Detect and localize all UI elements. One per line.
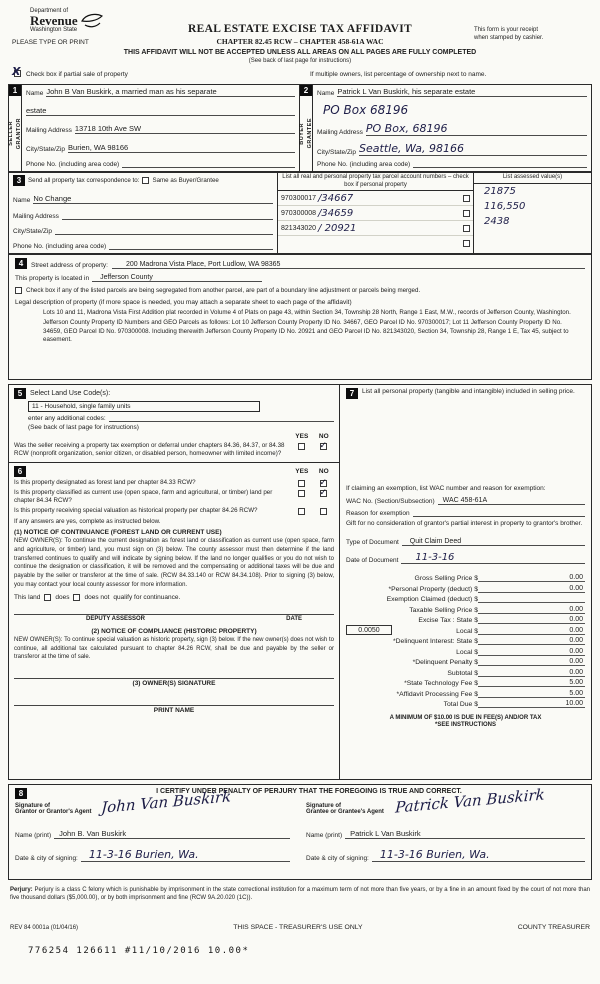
- section-3-number: 3: [13, 175, 25, 186]
- notice-continuance-body: NEW OWNER(S): To continue the current designation as forest land or classification as current use (open space, farm and agriculture, or timber) land, you must sign on (3) below. The county assessor must then determine if the land transferred continues to qualify and will indicate by signing below. If the land no longer qualifies or you do not wish to continue the designation or classification, it will be removed and the compensating or additional taxes will be due and payable by the seller or transferor at the time of sale. (RCW 84.33.140 or RCW 84.34.108). Prior to signing (3) below, you may contact your local county assessor for more information.: [14, 538, 334, 588]
- qualify-label: qualify for continuance.: [113, 594, 181, 602]
- yes-no-header-5: [290, 433, 334, 440]
- seller-name-value: John B Van Buskirk, a married man as his separate: [46, 87, 295, 97]
- corr-csz-field[interactable]: [55, 234, 273, 235]
- section-3: [8, 172, 592, 254]
- parcel-row: [278, 221, 473, 236]
- revenue-label: Revenue: [30, 13, 78, 28]
- state-technology-fee-value: 5.00: [569, 679, 583, 687]
- reason-exemption-text: Gift for no consideration of grantor's partial interest in property to grantor's brother.: [346, 520, 583, 528]
- assessed-values-col: [473, 173, 591, 253]
- parcel-id-handwritten: / 20921: [318, 222, 357, 234]
- buyer-address-value: PO Box, 68196: [366, 122, 587, 136]
- form-title: REAL ESTATE EXCISE TAX AFFIDAVIT: [188, 23, 412, 35]
- grantee-date-city-label: Date & city of signing:: [306, 855, 369, 862]
- excise-tax-state-label: Excise Tax : State $: [418, 617, 478, 625]
- grantee-date-city-value: 11-3-16 Burien, Wa.: [372, 848, 585, 862]
- total-due-field[interactable]: [478, 700, 585, 708]
- left-column: [9, 385, 340, 779]
- personal-property-deduct-label: *Personal Property (deduct) $: [388, 585, 478, 593]
- multiple-owners-note: If multiple owners, list percentage of ownership next to name.: [310, 70, 487, 78]
- receipt-note-line1: This form is your receipt: [474, 27, 539, 33]
- parcel-row: [278, 206, 473, 221]
- does-not-checkbox[interactable]: [73, 594, 80, 601]
- county-treasurer-label: COUNTY TREASURER: [517, 924, 590, 931]
- buyer-csz-label: City/State/Zip: [317, 148, 357, 156]
- type-or-print-label: PLEASE TYPE OR PRINT: [12, 39, 89, 46]
- forest-yes-checkbox[interactable]: [298, 480, 305, 487]
- dept-of-label: Department of: [30, 8, 69, 14]
- assessed-value: 2438: [484, 215, 510, 227]
- grantor-sig-label-2: Grantor or Grantor's Agent: [15, 809, 92, 815]
- parcel-geo: 821343020: [281, 224, 317, 232]
- section-1-number: 1: [9, 85, 21, 96]
- section-5: [9, 385, 339, 463]
- taxable-selling-price-value: 0.00: [569, 605, 583, 613]
- corr-address-field[interactable]: [62, 219, 273, 220]
- grantee-name-print-value: Patrick L Van Buskirk: [345, 829, 585, 839]
- seller-address-label: Mailing Address: [26, 127, 72, 134]
- section-4: [8, 254, 592, 380]
- deputy-assessor-labels: [14, 616, 334, 622]
- seller-sidecol: [9, 85, 22, 171]
- buyer-phone-field[interactable]: [413, 167, 587, 168]
- assessed-value: 21875: [484, 185, 516, 197]
- affidavit-processing-fee-value: 5.00: [569, 689, 583, 697]
- date-label: DATE: [286, 616, 302, 623]
- exemption-deferral-question: [14, 442, 334, 458]
- section-8: [8, 784, 592, 880]
- buyer-fields: [313, 85, 591, 171]
- seller-address-value: 13718 10th Ave SW: [75, 124, 295, 134]
- buyer-handwritten-po: PO Box 68196: [323, 102, 409, 117]
- type-of-document-value: Quit Claim Deed: [402, 538, 585, 546]
- corr-address-label: Mailing Address: [13, 212, 59, 220]
- exemption-claimed-label: Exemption Claimed (deduct) $: [386, 596, 478, 604]
- buyer-phone-label: Phone No. (including area code): [317, 161, 411, 168]
- seller-csz-label: City/State/Zip: [26, 145, 66, 153]
- seller-vertical-label: SELLER: [8, 121, 15, 146]
- owners-signature-line[interactable]: [14, 678, 334, 679]
- county-value: Jefferson County: [92, 274, 262, 282]
- exemption-claim-label: If claiming an exemption, list WAC number and reason for exemption:: [346, 485, 546, 492]
- date-of-document-value: 11-3-16: [401, 552, 585, 564]
- grantee-signature[interactable]: Patrick Van Buskirk: [394, 785, 546, 817]
- current-use-yes-checkbox[interactable]: [298, 490, 305, 497]
- grantor-name-print-value: John B. Van Buskirk: [54, 829, 290, 839]
- yes-header: YES: [295, 433, 309, 440]
- warning-line: THIS AFFIDAVIT WILL NOT BE ACCEPTED UNLESS ALL AREAS ON ALL PAGES ARE FULLY COMPLETED: [123, 49, 477, 56]
- see-back-note: (See back of last page for instructions): [28, 424, 139, 431]
- historic-yes-checkbox[interactable]: [298, 508, 305, 515]
- deputy-assessor-label: DEPUTY ASSESSOR: [86, 616, 146, 623]
- section-8-number: 8: [15, 788, 27, 799]
- delinquent-interest-state-field[interactable]: [478, 637, 585, 645]
- street-address-label: Street address of property:: [31, 262, 108, 269]
- yes-no-header-6: [290, 468, 334, 475]
- personal-property-checkbox-4[interactable]: [463, 240, 470, 247]
- deputy-assessor-line[interactable]: [14, 614, 334, 615]
- perjury-notice: [10, 886, 590, 903]
- delinquent-penalty-value: 0.00: [569, 658, 583, 666]
- buyer-name-label: Name: [317, 90, 335, 97]
- grantor-date-city-value: 11-3-16 Burien, Wa.: [81, 848, 290, 862]
- perjury-label: Perjury:: [10, 887, 33, 893]
- does-checkbox[interactable]: [44, 594, 51, 601]
- personal-property-label: List all personal property (tangible and intangible) included in selling price.: [362, 388, 575, 395]
- located-in-label: This property is located in: [15, 275, 90, 282]
- tax-computation: [346, 572, 585, 709]
- land-use-code-box[interactable]: 11 - Household, single family units: [28, 401, 260, 412]
- segregated-checkbox[interactable]: [15, 287, 22, 294]
- print-name-line[interactable]: [14, 705, 334, 706]
- parties-row: [8, 84, 592, 172]
- total-due-label: Total Due $: [443, 701, 478, 709]
- partial-sale-label: Check box if partial sale of property: [26, 70, 128, 78]
- forest-land-text: Is this property designated as forest land per chapter 84.33 RCW?: [14, 479, 196, 487]
- does-not-label: does not: [84, 594, 110, 602]
- grantee-sig-label-2: Grantee or Grantee's Agent: [306, 809, 384, 815]
- grantor-signature-block: [15, 787, 300, 862]
- excise-tax-state-field[interactable]: [478, 616, 585, 624]
- current-use-text: Is this property classified as current use (open space, farm and agricultural, or timber) land per chapter 84.34 RCW?: [14, 489, 273, 505]
- subtotal-field[interactable]: [478, 669, 585, 677]
- footer-line: [10, 924, 590, 931]
- assessed-value: 116,550: [484, 200, 526, 212]
- seller-phone-label: Phone No. (including area code): [26, 161, 120, 168]
- seller-side-labels: [8, 96, 21, 171]
- grantor-sig-label-1: Signature of: [15, 803, 51, 809]
- exemption-claimed-field[interactable]: [478, 602, 585, 603]
- delinquent-interest-local-field[interactable]: [478, 648, 585, 656]
- receipt-note: [474, 27, 570, 43]
- delinquent-interest-state-label: *Delinquent Interest: State $: [392, 638, 478, 646]
- grantee-vertical-label: GRANTEE: [306, 118, 313, 149]
- parcel-geo: 970300017: [281, 194, 317, 202]
- exemption-deferral-text: Was the seller receiving a property tax exemption or deferral under chapters 84.36, 84.37, or 84.38 RCW (nonprofit organization, senior citizen, or disabled person, homeowner with limited income)?: [14, 442, 285, 458]
- seller-fields: [22, 85, 299, 171]
- personal-property-deduct-field[interactable]: [478, 585, 585, 593]
- total-due-value: 10.00: [565, 700, 583, 708]
- personal-property-deduct-value: 0.00: [569, 584, 583, 592]
- buyer-side-labels: [299, 96, 312, 171]
- excise-tax-state-value: 0.00: [569, 616, 583, 624]
- warning-sub: (See back of last page for instructions): [248, 58, 352, 64]
- delinquent-interest-local-value: 0.00: [569, 647, 583, 655]
- reason-exemption-label: Reason for exemption: [346, 510, 410, 518]
- personal-property-checkbox-3[interactable]: [463, 225, 470, 232]
- type-of-document-label: Type of Document: [346, 538, 399, 546]
- parcel-row: [278, 191, 473, 206]
- does-label: does: [55, 594, 70, 602]
- buyer-name-value: Patrick L Van Buskirk, his separate estate: [337, 87, 587, 97]
- owners-signature-label: (3) OWNER(S) SIGNATURE: [132, 679, 216, 687]
- grantee-sig-label-1: Signature of: [306, 803, 342, 809]
- taxable-selling-price-label: Taxable Selling Price $: [409, 606, 478, 614]
- assessed-values-header: List assessed value(s): [474, 173, 591, 184]
- additional-codes-label: enter any additional codes:: [28, 415, 106, 422]
- local-tax-field[interactable]: [478, 627, 585, 635]
- subtotal-value: 0.00: [569, 668, 583, 676]
- notice-compliance-body: NEW OWNER(S): To continue special valuation as historic property, sign (3) below. If the new owner(s) does not wish to continue, all additional tax calculated pursuant to chapter 84.26 RCW, shall be due and payable by the seller or transferor at the time of sale.: [14, 637, 334, 661]
- exemption-no-checkbox[interactable]: [320, 443, 327, 450]
- seller-name-value-line2: estate: [26, 106, 295, 116]
- seller-name-label: Name: [26, 90, 44, 97]
- forest-land-question: [14, 479, 334, 487]
- perjury-text: Perjury is a class C felony which is punishable by imprisonment in the state correctional institution for a maximum term of not more than five years, or by a fine in an amount fixed by the court of not more than five thousand dollars ($5,000.00), or by both imprisonment and fine (RCW 9A.20.020 (1C)).: [10, 887, 590, 902]
- gross-selling-price-field[interactable]: [478, 574, 585, 582]
- section-4-number: 4: [15, 258, 27, 269]
- parcel-numbers-header: List all real and personal property tax parcel account numbers – check box if personal property: [278, 173, 473, 191]
- partial-sale-checkbox[interactable]: [12, 65, 22, 78]
- gross-selling-price-value: 0.00: [569, 574, 583, 582]
- see-instructions-note: *SEE INSTRUCTIONS: [434, 722, 496, 729]
- notice-continuance-title: (1) NOTICE OF CONTINUANCE (FOREST LAND OR CURRENT USE): [14, 529, 222, 537]
- section-2-buyer: [299, 84, 592, 172]
- section-1-seller: [8, 84, 300, 172]
- parcel-geo: 970300008: [281, 209, 317, 217]
- grantee-name-print-label: Name (print): [306, 832, 343, 839]
- taxable-selling-price-field[interactable]: [478, 606, 585, 614]
- grantor-date-city-label: Date & city of signing:: [15, 855, 78, 862]
- main-columns: [8, 384, 592, 780]
- section-2-number: 2: [300, 85, 312, 96]
- corr-phone-label: Phone No. (including area code): [13, 243, 107, 250]
- parcel-row-empty: [278, 236, 473, 251]
- grantor-signature[interactable]: John Van Buskirk: [100, 787, 232, 817]
- buyer-vertical-label: BUYER: [299, 122, 306, 145]
- buyer-sidecol: [300, 85, 313, 171]
- state-technology-fee-field[interactable]: [478, 679, 585, 687]
- section-6: [9, 463, 339, 779]
- personal-property-checkbox-2[interactable]: [463, 210, 470, 217]
- section-5-number: 5: [14, 388, 26, 399]
- no-header: NO: [318, 433, 329, 440]
- current-use-no-checkbox[interactable]: [320, 490, 327, 497]
- local-tax-value: 0.00: [569, 626, 583, 634]
- yes-header: YES: [295, 468, 309, 476]
- legal-description-1: Lots 10 and 11, Madrona Vista First Addition plat recorded in Volume 4 of Plats on page 43, within Section 34, Township 28 North, Range 1 East, M.W., records of Jefferson County, Washington.: [43, 309, 571, 316]
- corr-csz-label: City/State/Zip: [13, 227, 53, 235]
- grantor-name-print-label: Name (print): [15, 832, 52, 839]
- treasurer-space-label: THIS SPACE - TREASURER'S USE ONLY: [233, 924, 363, 931]
- delinquent-interest-state-value: 0.00: [569, 637, 583, 645]
- partial-sale-row: [12, 65, 586, 78]
- send-correspondence-label: Send all property tax correspondence to:: [28, 177, 140, 184]
- this-land-label: This land: [14, 594, 41, 602]
- local-rate-box: 0.0050: [346, 625, 392, 635]
- land-qualify-row: [14, 594, 334, 601]
- land-use-label: Select Land Use Code(s):: [30, 390, 111, 397]
- washington-state-label: Washington State: [30, 27, 78, 33]
- historic-text: Is this property receiving special valuation as historical property per chapter 84.26 RCW?: [14, 507, 258, 515]
- state-technology-fee-label: *State Technology Fee $: [404, 680, 478, 688]
- header: [0, 0, 600, 84]
- historic-no-checkbox[interactable]: [320, 508, 327, 515]
- delinquent-interest-local-label: Local $: [456, 648, 478, 656]
- wac-number-label: WAC No. (Section/Subsection): [346, 498, 435, 506]
- buyer-csz-value: Seattle, Wa, 98166: [359, 142, 587, 156]
- same-as-buyer-checkbox[interactable]: [142, 177, 149, 184]
- wac-number-value: WAC 458-61A: [438, 497, 585, 505]
- personal-property-checkbox-1[interactable]: [463, 195, 470, 202]
- street-address-value: 200 Madrona Vista Place, Port Ludlow, WA 98365: [112, 261, 585, 269]
- parcel-id-handwritten: /34667: [318, 192, 354, 204]
- print-name-label: PRINT NAME: [153, 706, 195, 714]
- forest-no-checkbox[interactable]: [320, 480, 327, 487]
- seller-csz-value: Burien, WA 98166: [68, 143, 295, 153]
- delinquent-penalty-field[interactable]: [478, 658, 585, 666]
- tax-correspondence-col: [9, 173, 277, 253]
- subtotal-label: Subtotal $: [447, 669, 478, 677]
- delinquent-penalty-label: *Delinquent Penalty $: [412, 659, 478, 667]
- gross-selling-price-label: Gross Selling Price $: [414, 575, 478, 583]
- affidavit-processing-fee-label: *Affidavit Processing Fee $: [396, 690, 478, 698]
- no-header: NO: [318, 468, 329, 476]
- section-7: [340, 385, 591, 779]
- affidavit-processing-fee-field[interactable]: [478, 690, 585, 698]
- cashier-stamp: 776254 126611 #11/10/2016 10.00*: [28, 946, 250, 956]
- receipt-note-line2: when stamped by cashier.: [474, 34, 544, 41]
- local-tax-label: Local $: [456, 627, 478, 635]
- chapter-line: CHAPTER 82.45 RCW – CHAPTER 458-61A WAC: [216, 37, 384, 46]
- section-7-number: 7: [346, 388, 358, 399]
- parcel-numbers-col: [277, 173, 473, 253]
- minimum-due-note: A MINIMUM OF $10.00 IS DUE IN FEE(S) AND/OR TAX: [389, 715, 542, 722]
- buyer-address-label: Mailing Address: [317, 129, 363, 136]
- legal-description-2: Jefferson County Property ID Numbers and GEO Parcels as follows: Lot 10 Jefferson County Property ID No. 34667, GEO Parcel ID No. 970300017; Lot 11 Jefferson County Property ID No. 34659, GEO Parcel ID No. 970300008. Including therewith Jefferson County Property ID No. 20921 and GEO Parcel ID No. 821343020, Section 34, Township 28, Range 1 E, Tax 45, subject to easement.: [43, 319, 569, 344]
- if-yes-note: If any answers are yes, complete as instructed below.: [14, 518, 161, 526]
- date-of-document-label: Date of Document: [346, 556, 399, 564]
- current-use-question: [14, 489, 334, 505]
- partial-sale-x-mark: X: [12, 65, 21, 78]
- exemption-yes-checkbox[interactable]: [298, 443, 305, 450]
- same-as-buyer-label: Same as Buyer/Grantee: [152, 177, 219, 184]
- section-6-number: 6: [14, 466, 26, 477]
- corr-name-label: Name: [13, 197, 31, 205]
- reason-exemption-field[interactable]: [413, 516, 585, 517]
- grantor-vertical-label: GRANTOR: [15, 117, 22, 150]
- parcel-id-handwritten: /34659: [318, 207, 354, 219]
- additional-codes-field[interactable]: [109, 421, 334, 422]
- certify-statement: I CERTIFY UNDER PENALTY OF PERJURY THAT THE FOREGOING IS TRUE AND CORRECT.: [156, 788, 462, 795]
- personal-property-blank-area[interactable]: [346, 399, 585, 485]
- legal-description-label: Legal description of property (if more space is needed, you may attach a separate sheet to each page of the affidavit): [15, 299, 352, 306]
- form-revision: REV 84 0001a (01/04/16): [10, 925, 79, 931]
- corr-phone-field[interactable]: [109, 249, 273, 250]
- notice-compliance-title: (2) NOTICE OF COMPLIANCE (HISTORIC PROPERTY): [91, 628, 257, 636]
- segregated-label: Check box if any of the listed parcels are being segregated from another parcel, are part of a boundary line adjustment or parcels being merged.: [26, 287, 421, 294]
- corr-name-value: No Change: [33, 194, 273, 204]
- historic-question: [14, 507, 334, 515]
- seller-phone-field[interactable]: [122, 167, 295, 168]
